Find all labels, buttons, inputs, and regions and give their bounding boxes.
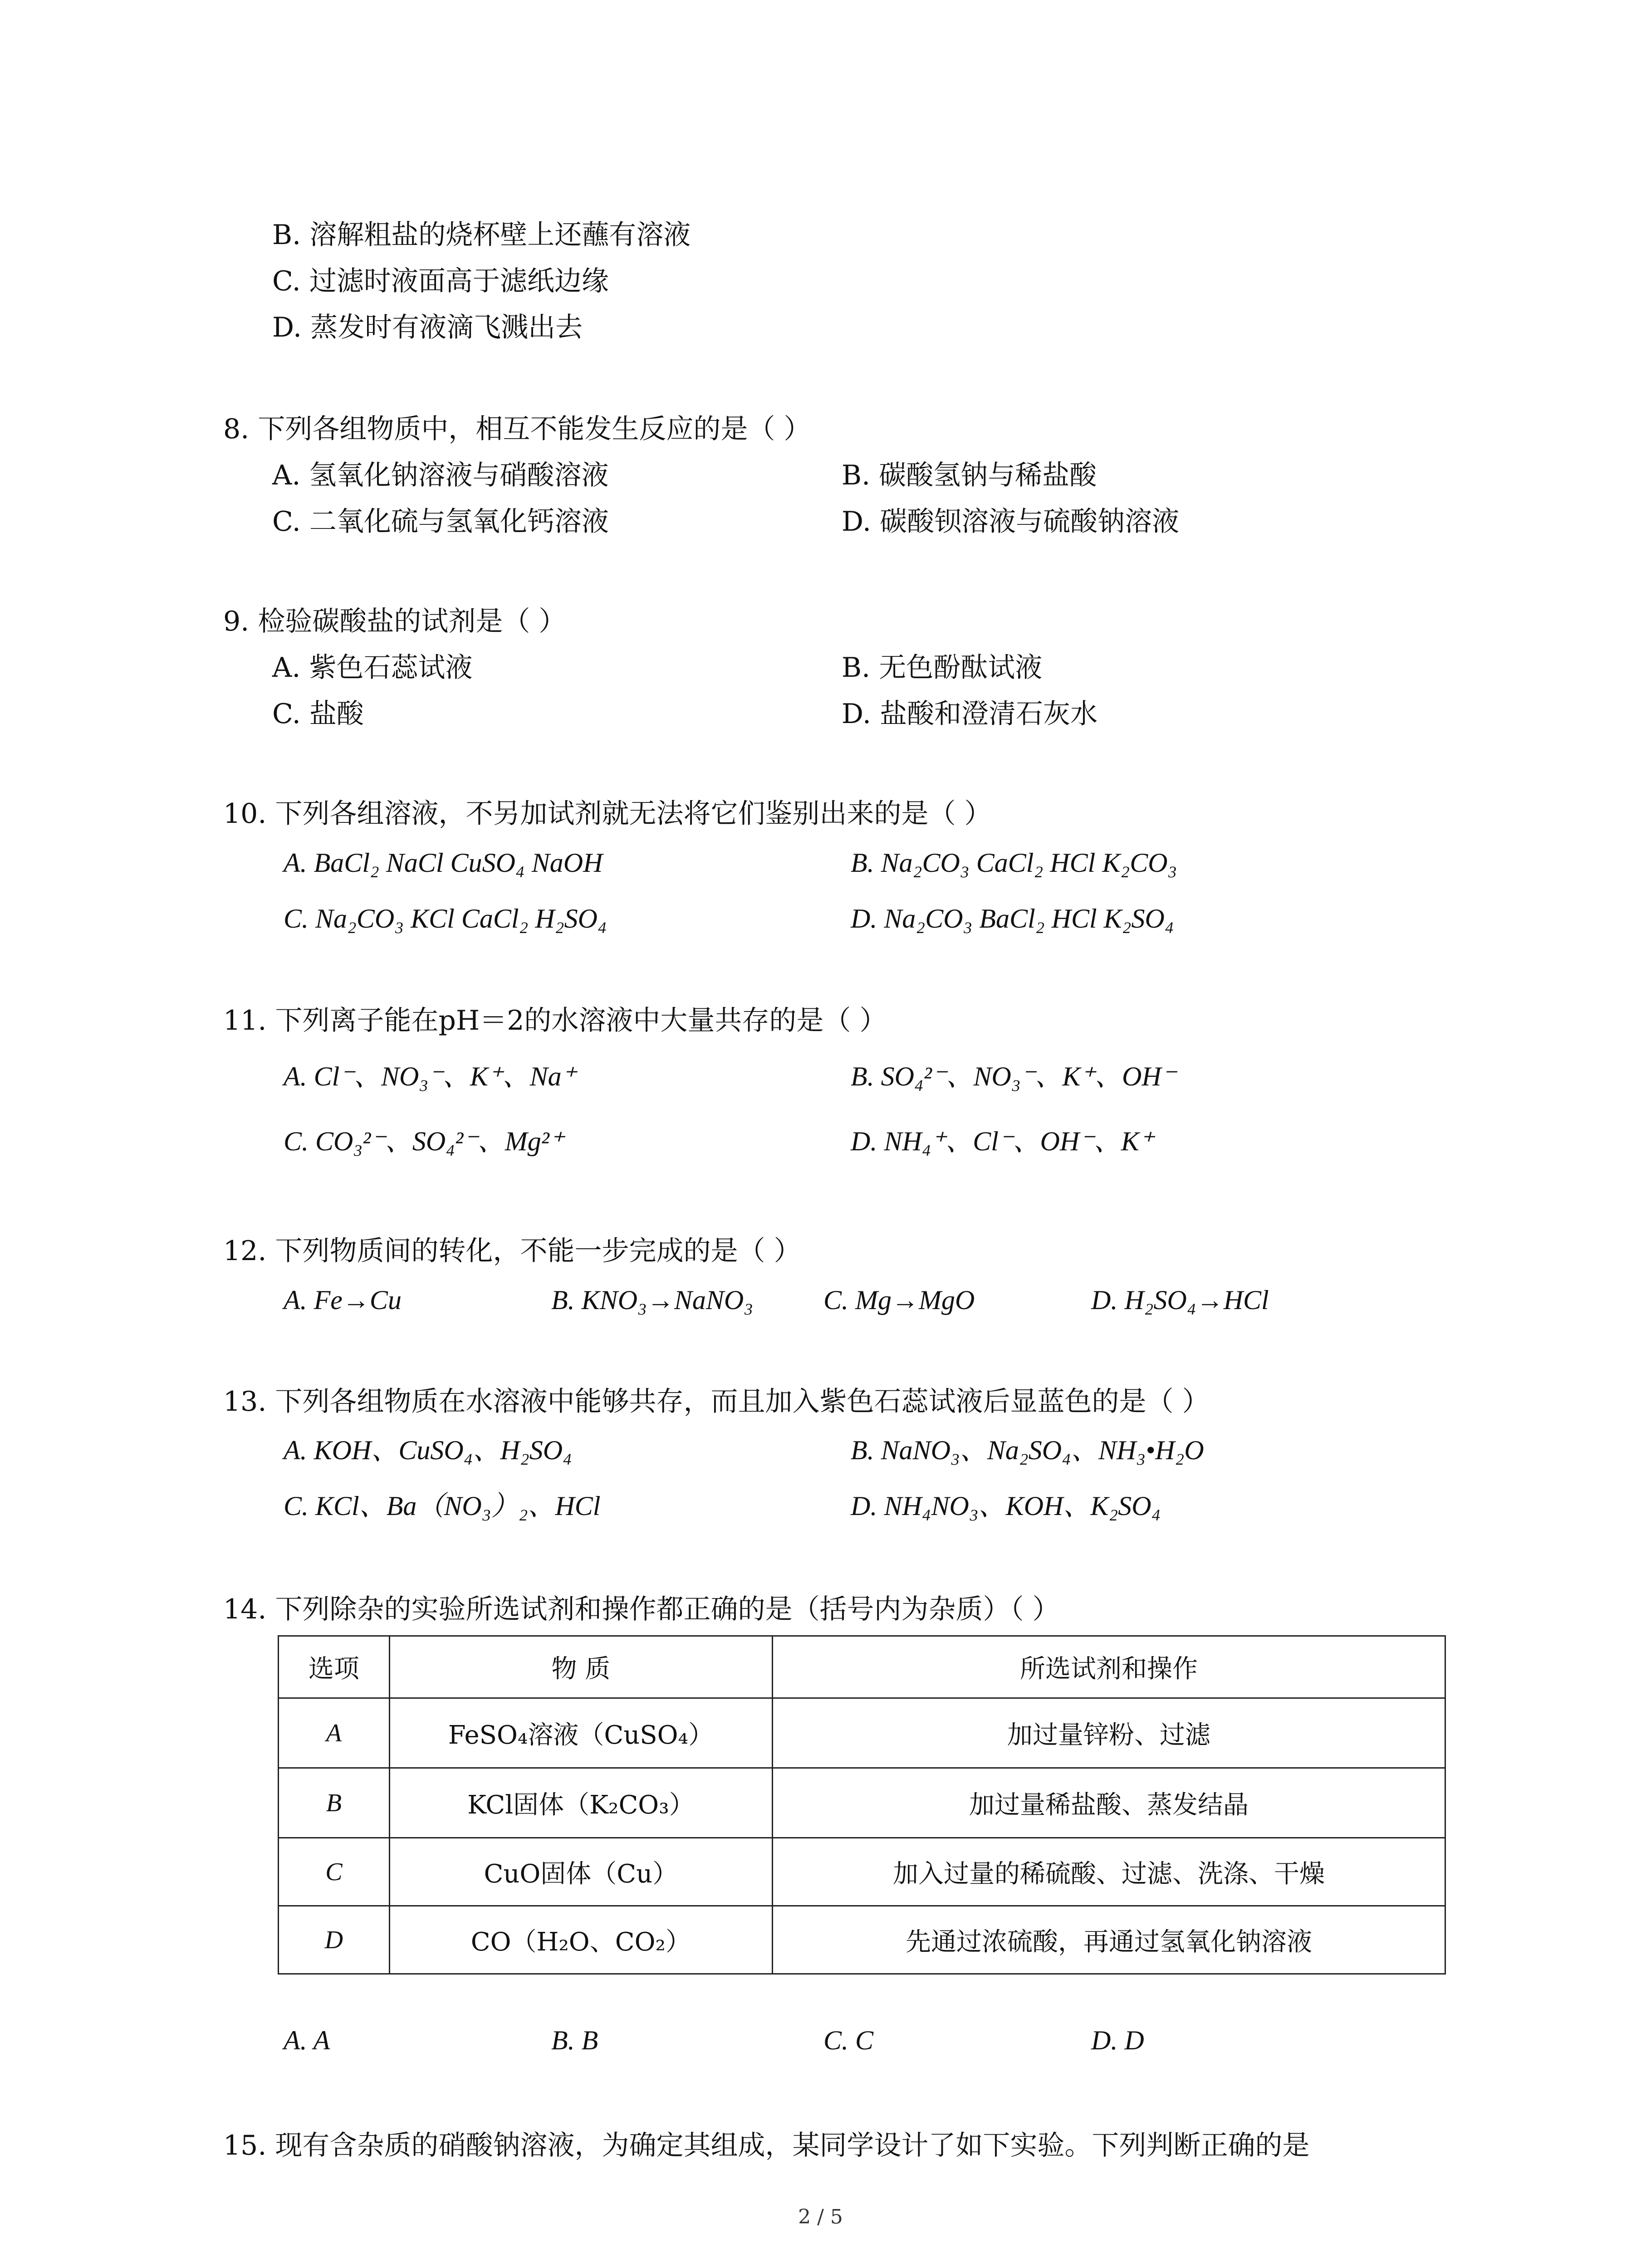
q14-cell: 加过量锌粉、过滤 [772, 1698, 1445, 1768]
q12-option-b: B. KNO₃→NaNO₃ [551, 1285, 754, 1315]
table-row [279, 1698, 1445, 1768]
q14-cell: 加入过量的稀硫酸、过滤、洗涤、干燥 [772, 1838, 1445, 1906]
q12-option-d: D. H₂SO₄→HCl [1091, 1285, 1269, 1315]
q13-option-b: B. NaNO₃、Na₂SO₄、NH₃•H₂O [851, 1435, 1204, 1465]
q14-option-d: D. D [1091, 2025, 1144, 2055]
q13-stem: 13. 下列各组物质在水溶液中能够共存，而且加入紫色石蕊试液后显蓝色的是（ ） [223, 1386, 1210, 1418]
q11-option-a: A. Cl⁻、NO₃⁻、K⁺、Na⁺ [284, 1061, 576, 1091]
q12-stem: 12. 下列物质间的转化，不能一步完成的是（ ） [223, 1235, 801, 1267]
q12-option-c: C. Mg→MgO [823, 1285, 975, 1315]
q11-option-d: D. NH₄⁺、Cl⁻、OH⁻、K⁺ [851, 1126, 1154, 1156]
q14-header-option: 选项 [279, 1636, 390, 1698]
q8-option-c: C. 二氧化硫与氢氧化钙溶液 [272, 506, 609, 538]
q14-cell: D [279, 1906, 390, 1974]
q8-option-d: D. 碳酸钡溶液与硫酸钠溶液 [842, 506, 1180, 538]
table-row [279, 1906, 1445, 1974]
q14-cell: CuO固体（Cu） [389, 1838, 772, 1906]
q9-option-d: D. 盐酸和澄清石灰水 [842, 698, 1098, 730]
q14-stem: 14. 下列除杂的实验所选试剂和操作都正确的是（括号内为杂质）（ ） [223, 1593, 1060, 1625]
q14-option-b: B. B [551, 2025, 598, 2055]
q13-option-a: A. KOH、CuSO₄、H₂SO₄ [284, 1435, 572, 1465]
q14-cell: FeSO₄溶液（CuSO₄） [389, 1698, 772, 1768]
table-row [279, 1768, 1445, 1838]
q7-option-d: D. 蒸发时有液滴飞溅出去 [272, 312, 583, 343]
q14-cell: C [279, 1838, 390, 1906]
q9-option-c: C. 盐酸 [272, 698, 364, 730]
q14-cell: 先通过浓硫酸，再通过氢氧化钠溶液 [772, 1906, 1445, 1974]
q8-stem: 8. 下列各组物质中，相互不能发生反应的是（ ） [223, 413, 811, 445]
q11-option-b: B. SO₄²⁻、NO₃⁻、K⁺、OH⁻ [851, 1061, 1176, 1091]
q10-option-a: A. BaCl₂ NaCl CuSO₄ NaOH [284, 848, 603, 878]
q8-option-b: B. 碳酸氢钠与稀盐酸 [842, 459, 1097, 491]
q14-table [278, 1635, 1446, 1975]
q11-stem: 11. 下列离子能在pH＝2的水溶液中大量共存的是（ ） [223, 1005, 887, 1036]
q9-option-b: B. 无色酚酞试液 [842, 652, 1043, 684]
q13-option-c: C. KCl、Ba（NO₃）₂、HCl [284, 1491, 601, 1521]
q10-option-d: D. Na₂CO₃ BaCl₂ HCl K₂SO₄ [851, 904, 1174, 934]
q14-cell: B [279, 1768, 390, 1838]
q10-option-c: C. Na₂CO₃ KCl CaCl₂ H₂SO₄ [284, 904, 607, 934]
q9-stem: 9. 检验碳酸盐的试剂是（ ） [223, 606, 566, 637]
q13-option-d: D. NH₄NO₃、KOH、K₂SO₄ [851, 1491, 1161, 1521]
q14-header-substance: 物 质 [389, 1636, 772, 1698]
q10-option-b: B. Na₂CO₃ CaCl₂ HCl K₂CO₃ [851, 848, 1177, 878]
q10-stem: 10. 下列各组溶液，不另加试剂就无法将它们鉴别出来的是（ ） [223, 798, 992, 830]
q14-cell: KCl固体（K₂CO₃） [389, 1768, 772, 1838]
table-row [279, 1838, 1445, 1906]
q7-option-b: B. 溶解粗盐的烧杯壁上还蘸有溶液 [272, 219, 691, 251]
q14-table-header-row [279, 1636, 1445, 1698]
q14-cell: 加过量稀盐酸、蒸发结晶 [772, 1768, 1445, 1838]
q11-option-c: C. CO₃²⁻、SO₄²⁻、Mg²⁺ [284, 1126, 564, 1156]
q14-option-c: C. C [823, 2025, 874, 2055]
q14-cell: A [279, 1698, 390, 1768]
q14-option-a: A. A [284, 2025, 330, 2055]
q12-option-a: A. Fe→Cu [284, 1285, 402, 1315]
q14-cell: CO（H₂O、CO₂） [389, 1906, 772, 1974]
q15-stem: 15. 现有含杂质的硝酸钠溶液，为确定其组成，某同学设计了如下实验。下列判断正确的是 [223, 2130, 1310, 2161]
q8-option-a: A. 氢氧化钠溶液与硝酸溶液 [272, 459, 609, 491]
page-number: 2 / 5 [798, 2205, 843, 2229]
q9-option-a: A. 紫色石蕊试液 [272, 652, 473, 684]
q7-option-c: C. 过滤时液面高于滤纸边缘 [272, 265, 609, 297]
q14-header-reagent: 所选试剂和操作 [772, 1636, 1445, 1698]
